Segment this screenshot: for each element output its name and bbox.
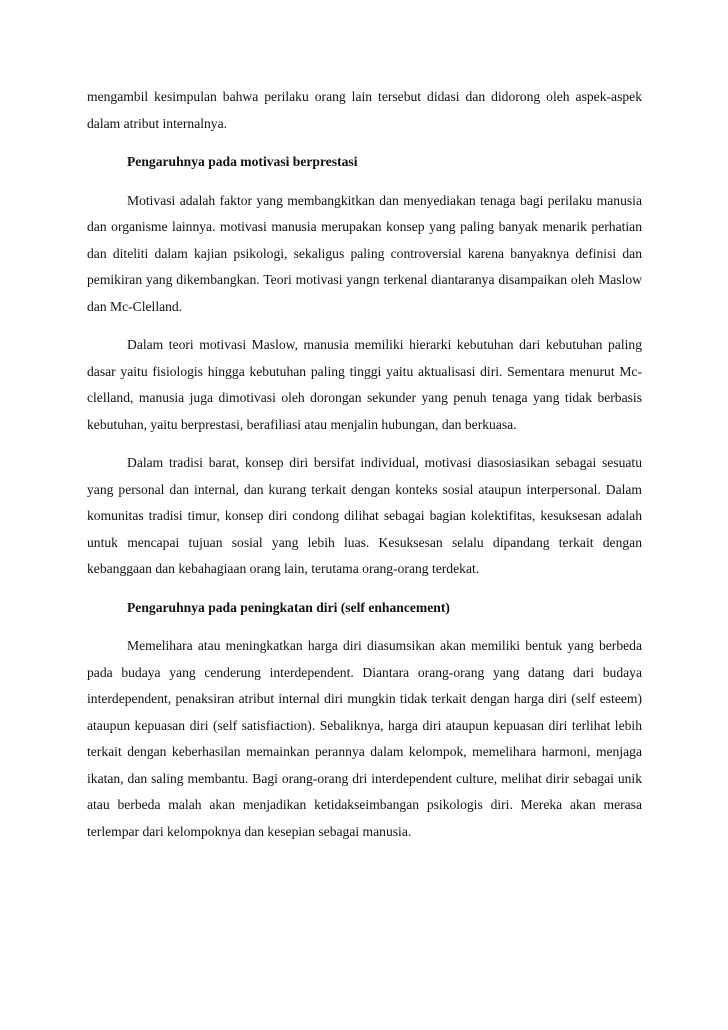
section-heading-self-enhancement: Pengaruhnya pada peningkatan diri (self enhancement) [127,599,450,615]
continuation-paragraph: mengambil kesimpulan bahwa perilaku orang lain tersebut didasi dan didorong oleh aspek-aspek dalam atribut internalnya. [87,89,642,131]
document-page [87,84,642,845]
paragraph-west-east-tradition: Dalam tradisi barat, konsep diri bersifat individual, motivasi diasosiasikan sebagai sesuatu yang personal dan internal, dan kurang terkait dengan konteks sosial ataupun interpersonal. Dalam komunitas tradisi timur, konsep diri condong dilihat sebagai bagian kolektifitas, kesuksesan adalah untuk mencapai tujuan sosial yang lebih luas. Kesuksesan selalu dipandang terkait dengan kebanggaan dan kebahagiaan orang lain, terutama orang-orang terdekat. [87,455,642,576]
paragraph-maslow-mcclelland: Dalam teori motivasi Maslow, manusia memiliki hierarki kebutuhan dari kebutuhan paling dasar yaitu fisiologis hingga kebutuhan paling tinggi yaitu aktualisasi diri. Sementara menurut Mc-clelland, manusia juga dimotivasi oleh dorongan sekunder yang penuh tenaga yang tidak berbasis kebutuhan, yaitu berprestasi, berafiliasi atau menjalin hubungan, dan berkuasa. [87,337,642,432]
paragraph-motivation-definition: Motivasi adalah faktor yang membangkitkan dan menyediakan tenaga bagi perilaku manusia dan organisme lainnya. motivasi manusia merupakan konsep yang paling banyak menarik perhatian dan diteliti dalam kajian psikologi, sekaligus paling controversial karena banyaknya definisi dan pemikiran yang dikembangkan. Teori motivasi yangn terkenal diantaranya disampaikan oleh Maslow dan Mc-Clelland. [87,192,642,314]
section-heading-motivation: Pengaruhnya pada motivasi berprestasi [127,154,358,169]
paragraph-self-enhancement: Memelihara atau meningkatkan harga diri diasumsikan akan memiliki bentuk yang berbeda pada budaya yang cenderung interdependent. Diantara orang-orang yang datang dari budaya interdependent, penaksiran atribut internal diri mungkin tidak terkait dengan harga diri (self esteem) ataupun kepuasan diri (self satisfiaction). Sebaliknya, harga diri ataupun kepuasan diri terlihat lebih terkait dengan keberhasilan memainkan perannya dalam kelompok, memelihara harmoni, menjaga ikatan, dan saling membantu. Bagi orang-orang dri interdependent culture, melihat dirir sebagai unik atau berbeda malah akan menjadikan ketidakseimbangan psikologis diri. Mereka akan merasa terlempar dari kelompoknya dan kesepian sebagai manusia. [87,638,642,839]
